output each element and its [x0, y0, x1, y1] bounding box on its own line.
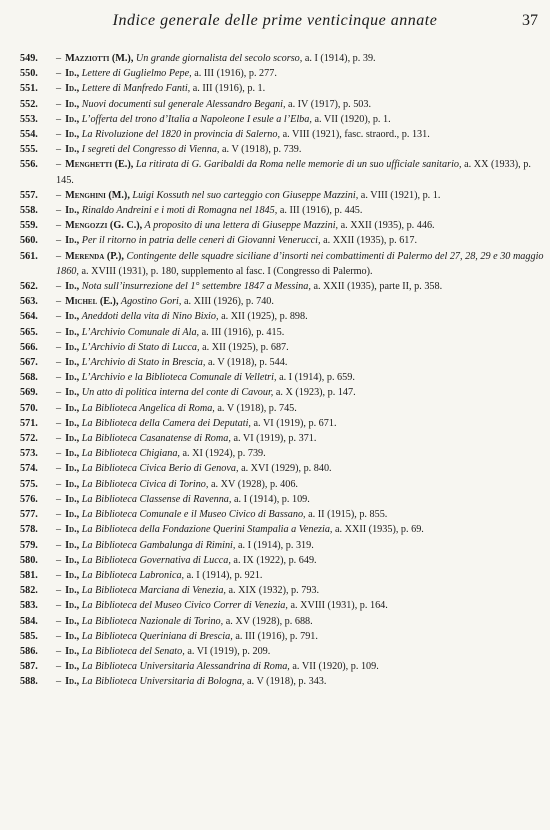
entry-title: La Biblioteca Civica Berio di Genova, — [79, 463, 239, 475]
entry-body: – Mazziotti (M.), Un grande giornalista del secolo scorso, a. I (1914), p. 39. — [56, 53, 376, 64]
index-entry — [20, 249, 545, 279]
index-entry — [20, 233, 545, 248]
entry-number: 567. — [20, 357, 38, 369]
entry-body: – Id., La Biblioteca della Fondazione Querini Stampalia a Venezia, a. XXII (1935), p. 69. — [56, 524, 424, 536]
entry-number: 563. — [20, 296, 38, 308]
entry-body: – Id., La Rivoluzione del 1820 in provincia di Salerno, a. VIII (1921), fasc. straord., p. 131. — [56, 129, 430, 141]
entry-body: – Id., La Biblioteca Classense di Ravenna, a. I (1914), p. 109. — [56, 493, 310, 505]
entry-reference: a. XVIII (1931), p. 164. — [287, 600, 388, 612]
entry-reference: a. I (1914), p. 921. — [184, 569, 263, 581]
entry-author: Id., — [65, 326, 80, 338]
entry-number: 558. — [20, 205, 38, 217]
entry-body: – Michel (E.), Agostino Gori, a. XIII (1926), p. 740. — [56, 296, 274, 308]
entry-author: Id., — [65, 205, 80, 217]
index-entry — [20, 279, 545, 294]
index-entry — [20, 492, 545, 507]
index-entry — [20, 553, 545, 568]
index-entry — [20, 614, 545, 629]
entry-reference: a. V (1918), p. 739. — [219, 144, 302, 156]
entry-body: – Id., Rinaldo Andreini e i moti di Romagna nel 1845, a. III (1916), p. 445. — [56, 205, 363, 217]
entry-reference: a. XX (1933), p. 145. — [56, 159, 531, 186]
entry-reference: a. IV (1917), p. 503. — [285, 98, 372, 110]
entry-author: Id., — [65, 569, 80, 581]
entry-title: L’Archivio di Stato di Lucca, — [79, 341, 200, 353]
entry-reference: a. V (1918), p. 343. — [244, 676, 327, 688]
entry-body: – Id., La Biblioteca Universitaria Alessandrina di Roma, a. VII (1920), p. 109. — [56, 661, 379, 673]
entry-author: Id., — [65, 585, 80, 597]
entry-author: Id., — [65, 357, 80, 369]
entry-author: Id., — [65, 463, 80, 475]
entry-reference: a. XVI (1929), p. 840. — [238, 463, 332, 475]
entry-number: 555. — [20, 144, 38, 156]
entry-number: 577. — [20, 509, 38, 521]
index-entry — [20, 522, 545, 537]
entry-body: – Id., La Biblioteca Comunale e il Museo Civico di Bassano, a. II (1915), p. 855. — [56, 509, 388, 521]
entry-title: La Rivoluzione del 1820 in provincia di Salerno, — [79, 129, 281, 141]
entry-number: 565. — [20, 326, 38, 338]
entry-author: Id., — [65, 524, 80, 536]
entry-title: L’Archivio e la Biblioteca Comunale di Velletri, — [79, 372, 277, 384]
entry-number: 550. — [20, 68, 38, 80]
index-entry — [20, 355, 545, 370]
entry-title: La Biblioteca Casanatense di Roma, — [79, 433, 231, 445]
index-entry — [20, 112, 545, 127]
index-entry — [20, 674, 545, 689]
entry-body: – Id., L’offerta del trono d’Italia a Napoleone I esule a l’Elba, a. VII (1920), p. 1. — [56, 113, 391, 125]
entry-author: Mazziotti (M.), — [65, 53, 134, 64]
entry-title: L’Archivio di Stato in Brescia, — [79, 357, 206, 369]
index-entry — [20, 507, 545, 522]
entry-reference: a. V (1918), p. 544. — [205, 357, 288, 369]
entry-author: Id., — [65, 630, 80, 642]
entry-author: Id., — [65, 341, 80, 353]
entry-title: La Biblioteca Classense di Ravenna, — [79, 493, 232, 505]
index-entry — [20, 598, 545, 613]
entry-number: 572. — [20, 433, 38, 445]
entry-body: – Id., L’Archivio di Stato di Lucca, a. XII (1925), p. 687. — [56, 341, 289, 353]
index-entry — [20, 142, 545, 157]
entry-title: Nuovi documenti sul generale Alessandro Begani, — [79, 98, 286, 110]
entry-number: 559. — [20, 220, 38, 232]
entry-title: Per il ritorno in patria delle ceneri di Giovanni Venerucci, — [79, 235, 321, 247]
entry-reference: a. VII (1920), p. 1. — [311, 113, 391, 125]
entry-author: Id., — [65, 68, 80, 80]
entry-author: Id., — [65, 676, 80, 688]
entry-body: – Id., Nota sull’insurrezione del 1° settembre 1847 a Messina, a. XXII (1935), parte II, p. 358. — [56, 281, 443, 293]
entry-title: La Biblioteca Gambalunga di Rimini, — [79, 539, 236, 551]
entry-title: Rinaldo Andreini e i moti di Romagna nel 1845, — [79, 205, 278, 217]
index-entry — [20, 309, 545, 324]
entry-body: – Id., La Biblioteca Labronica, a. I (1914), p. 921. — [56, 569, 263, 581]
entry-number: 561. — [20, 250, 38, 262]
entry-body: – Id., Aneddoti della vita di Nino Bixio, a. XII (1925), p. 898. — [56, 311, 308, 323]
entry-title: La Biblioteca Civica di Torino, — [79, 478, 209, 490]
entry-author: Id., — [65, 129, 80, 141]
entry-author: Id., — [65, 600, 80, 612]
entry-title: La Biblioteca Nazionale di Torino, — [79, 615, 224, 627]
entry-number: 553. — [20, 113, 38, 125]
index-entry — [20, 370, 545, 385]
entry-author: Id., — [65, 539, 80, 551]
entry-reference: a. VII (1920), p. 109. — [289, 661, 379, 673]
entry-body: – Id., L’Archivio di Stato in Brescia, a. V (1918), p. 544. — [56, 357, 288, 369]
entry-body: – Id., La Biblioteca del Senato, a. VI (1919), p. 209. — [56, 645, 271, 657]
entry-body: – Id., La Biblioteca Queriniana di Brescia, a. III (1916), p. 791. — [56, 630, 318, 642]
entry-reference: a. XXII (1935), p. 617. — [320, 235, 418, 247]
entry-author: Id., — [65, 417, 80, 429]
entry-reference: a. XI (1924), p. 739. — [179, 448, 266, 460]
running-title: Indice generale delle prime venticinque annate — [112, 12, 438, 29]
entry-title: Un atto di politica interna del conte di Cavour, — [79, 387, 274, 399]
entry-body: – Id., L’Archivio Comunale di Ala, a. III (1916), p. 415. — [56, 326, 285, 338]
index-entry — [20, 477, 545, 492]
entry-body: – Id., La Biblioteca Civica Berio di Genova, a. XVI (1929), p. 840. — [56, 463, 332, 475]
entry-body: – Id., La Biblioteca Marciana di Venezia, a. XIX (1932), p. 793. — [56, 585, 320, 597]
entry-reference: a. VIII (1921), p. 1. — [358, 189, 441, 201]
entry-number: 581. — [20, 569, 38, 581]
entry-author: Menghetti (E.), — [65, 159, 134, 171]
entry-reference: a. I (1914), p. 319. — [235, 539, 314, 551]
entry-title: L’offerta del trono d’Italia a Napoleone I esule a l’Elba, — [79, 113, 312, 125]
entry-reference: a. XVIII (1931), p. 180, supplemento al fasc. I (Congresso di Palermo). — [78, 265, 373, 277]
entry-reference: a. XV (1928), p. 406. — [208, 478, 298, 490]
entry-number: 578. — [20, 524, 38, 536]
index-entry — [20, 431, 545, 446]
entry-number: 582. — [20, 585, 38, 597]
entry-title: La Biblioteca Labronica, — [79, 569, 185, 581]
entry-title: La Biblioteca della Camera dei Deputati, — [79, 417, 251, 429]
entry-body: – Id., La Biblioteca del Museo Civico Correr di Venezia, a. XVIII (1931), p. 164. — [56, 600, 388, 612]
entry-body: – Id., La Biblioteca Casanatense di Roma, a. VI (1919), p. 371. — [56, 433, 317, 445]
entry-body: – Id., La Biblioteca Civica di Torino, a. XV (1928), p. 406. — [56, 478, 298, 490]
entry-author: Id., — [65, 645, 80, 657]
entry-number: 580. — [20, 554, 38, 566]
entry-title: La Biblioteca Chigiana, — [79, 448, 180, 460]
entry-title: La Biblioteca del Museo Civico Correr di Venezia, — [79, 600, 288, 612]
entry-author: Id., — [65, 387, 80, 399]
entry-number: 564. — [20, 311, 38, 323]
entry-reference: a. III (1916), p. 445. — [277, 205, 363, 217]
entry-number: 584. — [20, 615, 38, 627]
entry-body: – Mengozzi (G. C.), A proposito di una lettera di Giuseppe Mazzini, a. XXII (1935), p. 446. — [56, 220, 435, 232]
index-entry — [20, 294, 545, 309]
entry-number: 556. — [20, 159, 38, 171]
index-entry — [20, 51, 545, 66]
index-entry — [20, 644, 545, 659]
index-entry — [20, 218, 545, 233]
entry-body: – Id., La Biblioteca della Camera dei Deputati, a. VI (1919), p. 671. — [56, 417, 337, 429]
entry-author: Id., — [65, 433, 80, 445]
entry-author: Id., — [65, 281, 80, 293]
index-entry — [20, 659, 545, 674]
entry-number: 557. — [20, 189, 38, 201]
index-entry — [20, 97, 545, 112]
entry-body: – Menghini (M.), Luigi Kossuth nel suo carteggio con Giuseppe Mazzini, a. VIII (1921), p. 1. — [56, 189, 441, 201]
entry-author: Id., — [65, 113, 80, 125]
index-entry — [20, 188, 545, 203]
index-entry — [20, 81, 545, 96]
entry-title: Contingente delle squadre siciliane d’insorti nei combattimenti di Palermo del 27, 28, 29 e 30 maggio 1860, — [56, 250, 544, 277]
entry-body: – Id., L’Archivio e la Biblioteca Comunale di Velletri, a. I (1914), p. 659. — [56, 372, 355, 384]
index-entry — [20, 461, 545, 476]
entry-author: Id., — [65, 615, 80, 627]
entry-author: Merenda (P.), — [65, 250, 124, 262]
index-entry — [20, 66, 545, 81]
entry-body: – Id., Per il ritorno in patria delle ceneri di Giovanni Venerucci, a. XXII (1935), p. 617. — [56, 235, 418, 247]
entry-number: 588. — [20, 676, 38, 688]
entry-reference: a. XIX (1932), p. 793. — [225, 585, 320, 597]
index-entry — [20, 385, 545, 400]
entry-reference: a. VI (1919), p. 209. — [184, 645, 271, 657]
entry-author: Menghini (M.), — [65, 189, 130, 201]
entry-number: 576. — [20, 493, 38, 505]
entry-number: 566. — [20, 341, 38, 353]
entry-number: 575. — [20, 478, 38, 490]
entry-body: – Id., I segreti del Congresso di Vienna, a. V (1918), p. 739. — [56, 144, 302, 156]
entry-number: 549. — [20, 53, 38, 64]
entry-number: 587. — [20, 661, 38, 673]
entry-body: – Id., Lettere di Guglielmo Pepe, a. III (1916), p. 277. — [56, 68, 277, 80]
entry-title: L’Archivio Comunale di Ala, — [79, 326, 200, 338]
entry-title: La Biblioteca Angelica di Roma, — [79, 402, 215, 414]
index-entry — [20, 583, 545, 598]
entry-title: La Biblioteca Universitaria Alessandrina di Roma, — [79, 661, 290, 673]
entry-title: Un grande giornalista del secolo scorso, — [133, 53, 303, 64]
entry-title: Nota sull’insurrezione del 1° settembre 1847 a Messina, — [79, 281, 311, 293]
entry-title: La Biblioteca Universitaria di Bologna, — [79, 676, 245, 688]
entry-title: Luigi Kossuth nel suo carteggio con Giuseppe Mazzini, — [129, 189, 359, 201]
entry-author: Id., — [65, 83, 80, 95]
entry-title: La Biblioteca Governativa di Lucca, — [79, 554, 231, 566]
entry-title: Agostino Gori, — [118, 296, 182, 308]
entry-title: La ritirata di G. Garibaldi da Roma nelle memorie di un suo ufficiale sanitario, — [133, 159, 462, 171]
entry-reference: a. XXII (1935), parte II, p. 358. — [310, 281, 443, 293]
entry-body: – Id., La Biblioteca Governativa di Lucca, a. IX (1922), p. 649. — [56, 554, 317, 566]
entry-number: 562. — [20, 281, 38, 293]
entry-number: 571. — [20, 417, 38, 429]
entry-title: Lettere di Guglielmo Pepe, — [79, 68, 192, 80]
entry-body: – Id., La Biblioteca Angelica di Roma, a. V (1918), p. 745. — [56, 402, 297, 414]
entry-reference: a. XII (1925), p. 687. — [199, 341, 289, 353]
entry-number: 568. — [20, 372, 38, 384]
entry-reference: a. III (1916), p. 415. — [199, 326, 285, 338]
entry-number: 586. — [20, 645, 38, 657]
entry-reference: a. VIII (1921), fasc. straord., p. 131. — [280, 129, 430, 141]
entry-reference: a. X (1923), p. 147. — [273, 387, 356, 399]
entry-body: – Id., La Biblioteca Nazionale di Torino, a. XV (1928), p. 688. — [56, 615, 313, 627]
entry-reference: a. XII (1925), p. 898. — [218, 311, 308, 323]
entry-author: Id., — [65, 554, 80, 566]
entry-reference: a. I (1914), p. 109. — [231, 493, 310, 505]
index-entry — [20, 340, 545, 355]
entry-title: La Biblioteca Marciana di Venezia, — [79, 585, 226, 597]
entry-author: Id., — [65, 235, 80, 247]
entry-title: La Biblioteca Comunale e il Museo Civico di Bassano, — [79, 509, 306, 521]
entry-body: – Id., Un atto di politica interna del conte di Cavour, a. X (1923), p. 147. — [56, 387, 356, 399]
index-entry — [20, 538, 545, 553]
entry-author: Id., — [65, 98, 80, 110]
entry-reference: a. XXII (1935), p. 446. — [338, 220, 435, 232]
entry-title: La Biblioteca della Fondazione Querini Stampalia a Venezia, — [79, 524, 333, 536]
entry-body: – Id., La Biblioteca Universitaria di Bologna, a. V (1918), p. 343. — [56, 676, 327, 688]
entry-number: 573. — [20, 448, 38, 460]
entry-author: Id., — [65, 493, 80, 505]
entry-title: La Biblioteca Queriniana di Brescia, — [79, 630, 233, 642]
entry-body: – Id., La Biblioteca Gambalunga di Rimini, a. I (1914), p. 319. — [56, 539, 314, 551]
entry-body: – Id., La Biblioteca Chigiana, a. XI (1924), p. 739. — [56, 448, 266, 460]
index-entry — [20, 127, 545, 142]
entry-number: 574. — [20, 463, 38, 475]
entry-reference: a. VI (1919), p. 671. — [250, 417, 337, 429]
entry-author: Id., — [65, 372, 80, 384]
entry-author: Michel (E.), — [65, 296, 119, 308]
entry-reference: a. IX (1922), p. 649. — [230, 554, 317, 566]
entry-title: Aneddoti della vita di Nino Bixio, — [79, 311, 219, 323]
entry-number: 554. — [20, 129, 38, 141]
entry-number: 585. — [20, 630, 38, 642]
entry-reference: a. V (1918), p. 745. — [214, 402, 297, 414]
index-entry — [20, 416, 545, 431]
index-entry — [20, 568, 545, 583]
entry-number: 551. — [20, 83, 38, 95]
entry-number: 583. — [20, 600, 38, 612]
index-entries — [20, 51, 545, 690]
entry-body: – Menghetti (E.), La ritirata di G. Garibaldi da Roma nelle memorie di un suo ufficiale sanitario, a. XX (1933), p. 145. — [56, 159, 531, 186]
entry-author: Id., — [65, 311, 80, 323]
entry-reference: a. III (1916), p. 1. — [190, 83, 266, 95]
entry-author: Id., — [65, 661, 80, 673]
index-entry — [20, 629, 545, 644]
entry-author: Mengozzi (G. C.), — [65, 220, 143, 232]
entry-number: 579. — [20, 539, 38, 551]
page-header — [0, 12, 550, 36]
page-number: 37 — [522, 12, 538, 29]
entry-number: 552. — [20, 98, 38, 110]
index-entry — [20, 203, 545, 218]
entry-reference: a. XV (1928), p. 688. — [223, 615, 313, 627]
entry-author: Id., — [65, 478, 80, 490]
entry-number: 569. — [20, 387, 38, 399]
index-entry — [20, 157, 545, 187]
entry-title: I segreti del Congresso di Vienna, — [79, 144, 220, 156]
entry-title: A proposito di una lettera di Giuseppe Mazzini, — [142, 220, 339, 232]
entry-reference: a. III (1916), p. 791. — [232, 630, 318, 642]
entry-number: 560. — [20, 235, 38, 247]
entry-reference: a. I (1914), p. 659. — [276, 372, 355, 384]
index-entry — [20, 446, 545, 461]
entry-author: Id., — [65, 144, 80, 156]
index-entry — [20, 401, 545, 416]
entry-body: – Merenda (P.), Contingente delle squadre siciliane d’insorti nei combattimenti di Palermo del 27, 28, 29 e 30 maggio 1860, a. XVIII (1931), p. 180, supplemento al fasc. I (Congresso di Palermo). — [56, 250, 544, 277]
entry-title: Lettere di Manfredo Fanti, — [79, 83, 191, 95]
entry-reference: a. III (1916), p. 277. — [191, 68, 277, 80]
entry-author: Id., — [65, 402, 80, 414]
entry-reference: a. XXII (1935), p. 69. — [332, 524, 424, 536]
entry-reference: a. XIII (1926), p. 740. — [181, 296, 274, 308]
entry-title: La Biblioteca del Senato, — [79, 645, 185, 657]
entry-reference: a. II (1915), p. 855. — [305, 509, 388, 521]
entry-body: – Id., Nuovi documenti sul generale Alessandro Begani, a. IV (1917), p. 503. — [56, 98, 372, 110]
entry-number: 570. — [20, 402, 38, 414]
entry-author: Id., — [65, 448, 80, 460]
index-entry — [20, 325, 545, 340]
entry-reference: a. VI (1919), p. 371. — [230, 433, 317, 445]
entry-body: – Id., Lettere di Manfredo Fanti, a. III (1916), p. 1. — [56, 83, 266, 95]
entry-author: Id., — [65, 509, 80, 521]
entry-reference: a. I (1914), p. 39. — [302, 53, 376, 64]
